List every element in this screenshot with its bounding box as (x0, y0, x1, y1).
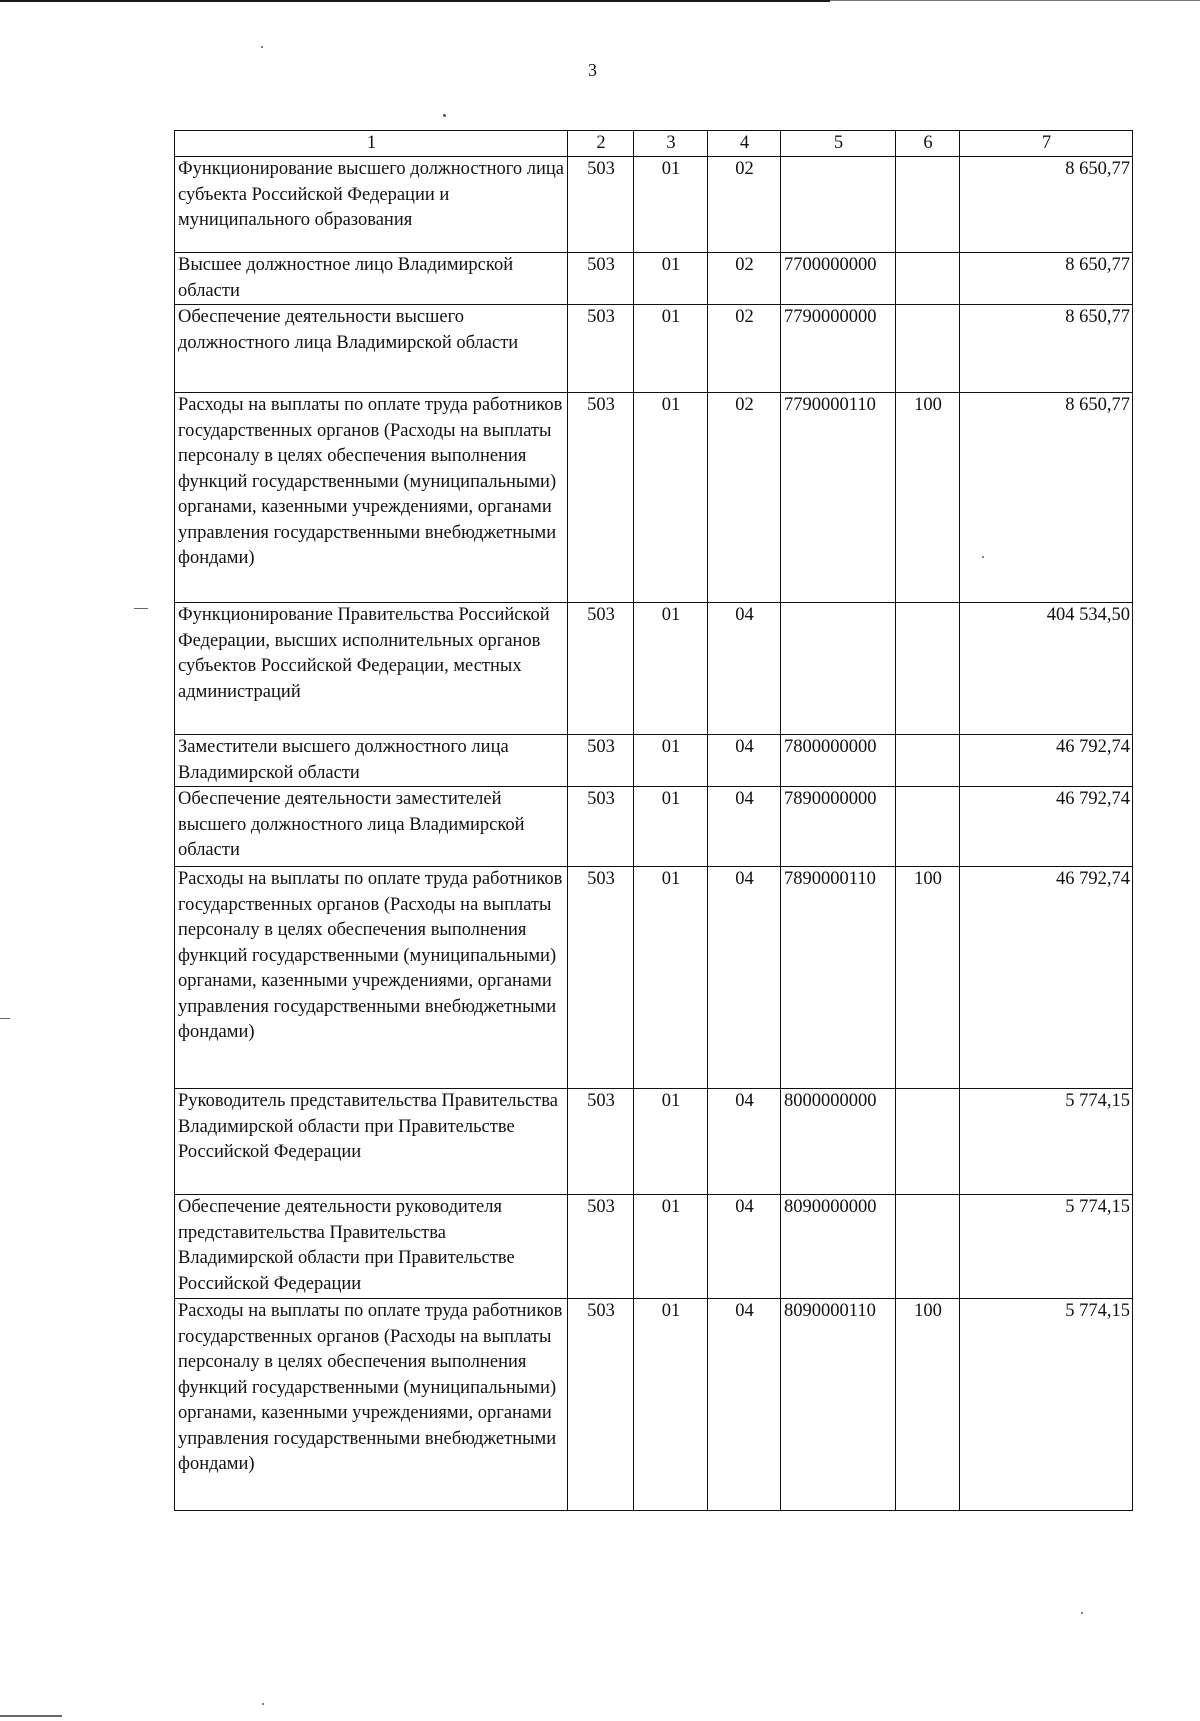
row-name-cell: Функционирование высшего должностного лица субъекта Российской Федерации и муниципального образования (175, 157, 568, 253)
row-section-cell: 01 (634, 787, 708, 867)
row-name-cell: Обеспечение деятельности руководителя представительства Правительства Владимирской области при Правительстве Российской Федерации (175, 1195, 568, 1299)
header-col-6: 6 (896, 131, 960, 157)
row-expense-type-cell (896, 735, 960, 787)
header-row (175, 131, 1133, 157)
row-subsection-cell: 04 (708, 867, 781, 1089)
row-subsection-cell: 02 (708, 253, 781, 305)
row-amount-cell: 8 650,77 (960, 157, 1133, 253)
row-target-article-cell (781, 157, 896, 253)
row-amount-cell: 5 774,15 (960, 1089, 1133, 1195)
table-row (175, 735, 1133, 787)
row-target-article-cell: 8090000000 (781, 1195, 896, 1299)
row-grbs-cell: 503 (568, 305, 634, 393)
row-amount-cell: 5 774,15 (960, 1299, 1133, 1511)
row-subsection-cell: 04 (708, 735, 781, 787)
row-grbs-cell: 503 (568, 867, 634, 1089)
row-expense-type-cell (896, 305, 960, 393)
row-name-cell: Заместители высшего должностного лица Владимирской области (175, 735, 568, 787)
row-expense-type-cell (896, 1195, 960, 1299)
row-section-cell: 01 (634, 1195, 708, 1299)
scan-speck (262, 1703, 264, 1705)
row-target-article-cell: 7790000110 (781, 393, 896, 603)
row-target-article-cell: 7800000000 (781, 735, 896, 787)
row-amount-cell: 8 650,77 (960, 305, 1133, 393)
scan-edge-mark (134, 608, 148, 609)
row-grbs-cell: 503 (568, 1089, 634, 1195)
row-subsection-cell: 02 (708, 393, 781, 603)
scan-edge-mark (0, 1715, 62, 1717)
row-name-cell: Расходы на выплаты по оплате труда работников государственных органов (Расходы на выплаты персоналу в целях обеспечения выполнения функций государственными (муниципальными) органами, казенными учреждениями, органами управления государственными внебюджетными фондами) (175, 393, 568, 603)
row-amount-cell: 46 792,74 (960, 735, 1133, 787)
table-row (175, 253, 1133, 305)
row-expense-type-cell: 100 (896, 867, 960, 1089)
row-grbs-cell: 503 (568, 157, 634, 253)
row-amount-cell: 5 774,15 (960, 1195, 1133, 1299)
row-subsection-cell: 02 (708, 305, 781, 393)
table-row (175, 1195, 1133, 1299)
row-target-article-cell: 7700000000 (781, 253, 896, 305)
header-col-5: 5 (781, 131, 896, 157)
row-name-cell: Расходы на выплаты по оплате труда работников государственных органов (Расходы на выплаты персоналу в целях обеспечения выполнения функций государственными (муниципальными) органами, казенными учреждениями, органами управления государственными внебюджетными фондами) (175, 867, 568, 1089)
row-grbs-cell: 503 (568, 1299, 634, 1511)
table-row (175, 1299, 1133, 1511)
row-grbs-cell: 503 (568, 393, 634, 603)
row-section-cell: 01 (634, 867, 708, 1089)
row-grbs-cell: 503 (568, 253, 634, 305)
row-expense-type-cell (896, 787, 960, 867)
scan-edge-mark (0, 1018, 10, 1019)
row-grbs-cell: 503 (568, 603, 634, 735)
row-amount-cell: 404 534,50 (960, 603, 1133, 735)
table-row (175, 393, 1133, 603)
row-expense-type-cell (896, 253, 960, 305)
row-name-cell: Высшее должностное лицо Владимирской области (175, 253, 568, 305)
top-border-line (0, 0, 830, 2)
table-body (175, 157, 1133, 1511)
row-grbs-cell: 503 (568, 735, 634, 787)
row-name-cell: Обеспечение деятельности заместителей высшего должностного лица Владимирской области (175, 787, 568, 867)
row-section-cell: 01 (634, 603, 708, 735)
row-section-cell: 01 (634, 305, 708, 393)
row-section-cell: 01 (634, 157, 708, 253)
row-expense-type-cell (896, 603, 960, 735)
table-row (175, 867, 1133, 1089)
row-amount-cell: 8 650,77 (960, 393, 1133, 603)
row-subsection-cell: 02 (708, 157, 781, 253)
row-name-cell: Руководитель представительства Правительства Владимирской области при Правительстве Российской Федерации (175, 1089, 568, 1195)
row-target-article-cell: 7890000110 (781, 867, 896, 1089)
table-row (175, 787, 1133, 867)
row-expense-type-cell (896, 157, 960, 253)
scan-speck (443, 114, 446, 117)
row-subsection-cell: 04 (708, 603, 781, 735)
table-row (175, 157, 1133, 253)
row-subsection-cell: 04 (708, 787, 781, 867)
row-name-cell: Обеспечение деятельности высшего должностного лица Владимирской области (175, 305, 568, 393)
header-col-4: 4 (708, 131, 781, 157)
row-section-cell: 01 (634, 1299, 708, 1511)
header-col-7: 7 (960, 131, 1133, 157)
budget-table (174, 130, 1133, 1511)
row-amount-cell: 8 650,77 (960, 253, 1133, 305)
row-expense-type-cell (896, 1089, 960, 1195)
row-section-cell: 01 (634, 1089, 708, 1195)
header-col-1: 1 (175, 131, 568, 157)
row-subsection-cell: 04 (708, 1089, 781, 1195)
row-target-article-cell (781, 603, 896, 735)
header-col-2: 2 (568, 131, 634, 157)
row-grbs-cell: 503 (568, 1195, 634, 1299)
row-subsection-cell: 04 (708, 1195, 781, 1299)
table-row (175, 1089, 1133, 1195)
row-section-cell: 01 (634, 735, 708, 787)
header-col-3: 3 (634, 131, 708, 157)
row-subsection-cell: 04 (708, 1299, 781, 1511)
scan-speck (1081, 1612, 1083, 1614)
table-row (175, 603, 1133, 735)
row-name-cell: Функционирование Правительства Российской Федерации, высших исполнительных органов субъектов Российской Федерации, местных администраций (175, 603, 568, 735)
row-section-cell: 01 (634, 253, 708, 305)
row-target-article-cell: 8090000110 (781, 1299, 896, 1511)
scan-speck (261, 46, 263, 48)
top-border-line-faint (830, 0, 1200, 1)
row-expense-type-cell: 100 (896, 393, 960, 603)
row-target-article-cell: 8000000000 (781, 1089, 896, 1195)
row-amount-cell: 46 792,74 (960, 787, 1133, 867)
row-amount-cell: 46 792,74 (960, 867, 1133, 1089)
page-number: 3 (588, 60, 597, 80)
scan-speck (982, 556, 984, 558)
row-grbs-cell: 503 (568, 787, 634, 867)
table-row (175, 305, 1133, 393)
row-section-cell: 01 (634, 393, 708, 603)
row-name-cell: Расходы на выплаты по оплате труда работников государственных органов (Расходы на выплаты персоналу в целях обеспечения выполнения функций государственными (муниципальными) органами, казенными учреждениями, органами управления государственными внебюджетными фондами) (175, 1299, 568, 1511)
row-target-article-cell: 7790000000 (781, 305, 896, 393)
row-expense-type-cell: 100 (896, 1299, 960, 1511)
row-target-article-cell: 7890000000 (781, 787, 896, 867)
